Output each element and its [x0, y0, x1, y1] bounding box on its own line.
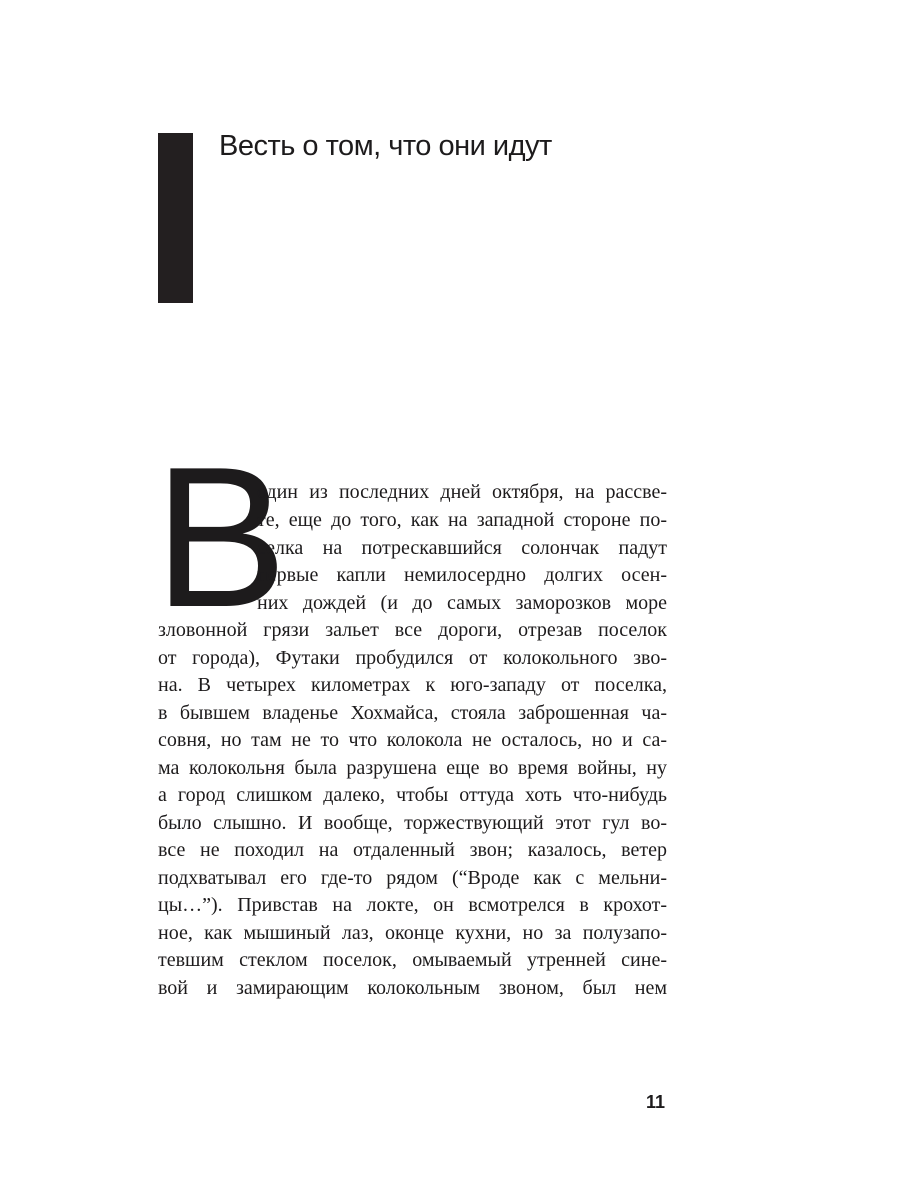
- chapter-marker-bar: [158, 133, 193, 303]
- text-line: ма колокольня была разрушена еще во время войны, ну: [158, 757, 667, 779]
- text-line: было слышно. И вообще, торжествующий этот гул во-: [158, 812, 667, 834]
- text-line: подхватывал его где-то рядом (“Вроде как с мельни-: [158, 867, 667, 889]
- text-line: те, еще до того, как на западной стороне по-: [257, 509, 667, 531]
- page-number: 11: [645, 1092, 665, 1112]
- text-line: на. В четырех километрах к юго-западу от поселка,: [158, 674, 667, 696]
- text-line: зловонной грязи зальет все дороги, отрезав поселок: [158, 619, 667, 641]
- text-line: них дождей (и до самых заморозков море: [257, 592, 667, 614]
- text-line: все не походил на отдаленный звон; казалось, ветер: [158, 839, 667, 861]
- text-line: вой и замирающим колокольным звоном, был нем: [158, 977, 667, 999]
- chapter-title: Весть о том, что они идут: [219, 130, 552, 162]
- text-line: в бывшем владенье Хохмайса, стояла заброшенная ча-: [158, 702, 667, 724]
- text-line: первые капли немилосердно долгих осен-: [257, 564, 667, 586]
- text-line: один из последних дней октября, на рассве-: [257, 481, 667, 503]
- drop-cap: В: [154, 426, 288, 649]
- text-line: селка на потрескавшийся солончак падут: [257, 537, 667, 559]
- text-line: цы…”). Привстав на локте, он всмотрелся в крохот-: [158, 894, 667, 916]
- text-line: а город слишком далеко, чтобы оттуда хоть что-нибудь: [158, 784, 667, 806]
- text-line: тевшим стеклом поселок, омываемый утренней сине-: [158, 949, 667, 971]
- text-line: ное, как мышиный лаз, оконце кухни, но за полузапо-: [158, 922, 667, 944]
- text-line: от города), Футаки пробудился от колокольного зво-: [158, 647, 667, 669]
- text-line: совня, но там не то что колокола не осталось, но и са-: [158, 729, 667, 751]
